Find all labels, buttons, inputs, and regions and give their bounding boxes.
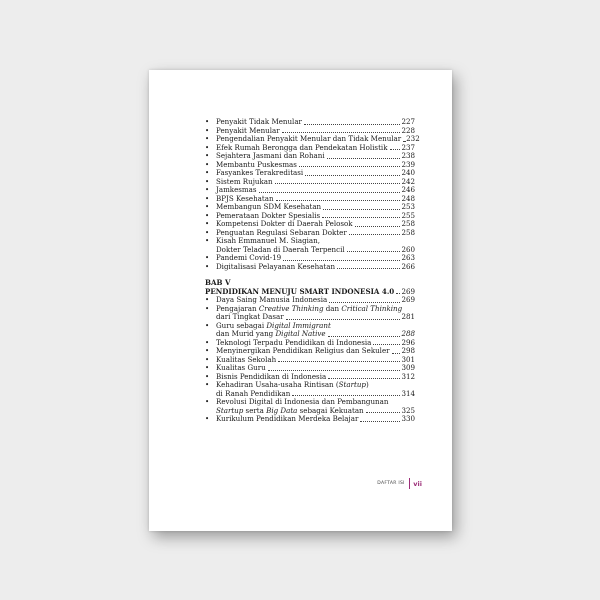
bullet-icon: •: [205, 296, 210, 304]
toc-section-education: [205, 339, 415, 382]
toc-entry-page: 255: [401, 210, 415, 220]
bullet-icon: •: [205, 160, 210, 169]
text-italic: Digital Native: [275, 329, 326, 338]
toc-entry-title: Menyinergikan Pendidikan Religius dan Sekuler: [216, 346, 390, 355]
text: sebagai Kekuatan: [297, 405, 364, 415]
chapter-title: PENDIDIKAN MENUJU SMART INDONESIA 4.0: [205, 286, 395, 296]
toc-entry-page: 258: [401, 219, 415, 228]
dot-leader: [366, 412, 401, 413]
dot-leader: [337, 268, 400, 269]
toc-entry-title: Fasyankes Terakreditasi: [216, 168, 304, 177]
bullet-icon: •: [205, 254, 210, 262]
dot-leader: [403, 141, 405, 142]
toc-entry-page: 232: [406, 134, 420, 143]
dot-leader: [286, 319, 401, 320]
toc-entry-title: Membantu Puskesmas: [216, 159, 297, 169]
toc-entry-title: Kurikulum Pendidikan Merdeka Belajar: [216, 414, 359, 423]
footer-section-label: DAFTAR ISI: [377, 481, 405, 486]
toc-entry-title: Jamkesmas: [216, 185, 257, 194]
toc-entry-page: 242: [401, 176, 415, 186]
toc-entry-title: Bisnis Pendidikan di Indonesia: [216, 371, 327, 381]
dot-leader: [304, 124, 401, 125]
toc-entry-title: Kualitas Sekolah: [216, 354, 277, 364]
toc-entry-page: 237: [401, 142, 415, 152]
chapter-page: 269: [401, 286, 415, 296]
toc-entry-title: Pemerataan Dokter Spesialis: [216, 210, 321, 220]
text-italic: Digital Immigrant: [266, 320, 331, 330]
toc-entry-page: 266: [401, 261, 415, 271]
toc-entry-page: 258: [401, 227, 415, 237]
dot-leader: [299, 166, 401, 167]
toc-entry-title: Dokter Teladan di Daerah Terpencil: [216, 244, 345, 254]
toc-entry-page: 253: [401, 202, 415, 211]
bullet-icon: •: [205, 177, 210, 186]
bullet-icon: •: [205, 169, 210, 177]
toc-entry-title: Pandemi Covid-19: [216, 253, 282, 262]
dot-leader: [390, 149, 401, 150]
dot-leader: [275, 183, 401, 184]
toc-entry-title: Efek Rumah Berongga dan Pendekatan Holistik: [216, 142, 388, 152]
book-page: [149, 70, 452, 531]
bullet-icon: •: [205, 303, 210, 313]
bullet-icon: •: [205, 194, 210, 203]
dot-leader: [392, 353, 401, 354]
toc-entry-page: 260: [401, 244, 415, 254]
dot-leader: [349, 234, 401, 235]
toc-entry-page: 228: [401, 125, 415, 135]
toc-entry-title: Sistem Rujukan: [216, 176, 273, 186]
toc-entry-page: 246: [401, 185, 415, 194]
bullet-icon: •: [205, 143, 210, 152]
dot-leader: [323, 209, 400, 210]
bullet-icon: •: [205, 415, 210, 423]
dot-leader: [355, 226, 401, 227]
bullet-icon: •: [205, 347, 210, 355]
toc-section-health-2: [205, 254, 415, 271]
bullet-icon: •: [205, 320, 210, 330]
toc-entry-title: Teknologi Terpadu Pendidikan di Indonesia: [216, 337, 372, 347]
text: ): [365, 380, 369, 389]
bullet-icon: •: [205, 236, 210, 245]
bullet-icon: •: [205, 355, 210, 364]
toc-entry-page: 238: [401, 151, 415, 160]
toc-entry-title: Penyakit Menular: [216, 125, 280, 135]
toc-entry-page: 325: [401, 405, 415, 415]
toc-entry-page: 298: [401, 346, 415, 355]
dot-leader: [268, 370, 401, 371]
text: Pengajaran: [216, 303, 259, 313]
toc-entry-title: BPJS Kesehatan: [216, 193, 274, 203]
toc-entry-page: 309: [401, 363, 415, 372]
bullet-icon: •: [205, 126, 210, 135]
dot-leader: [327, 158, 401, 159]
dot-leader: [305, 175, 400, 176]
bullet-icon: •: [205, 118, 210, 126]
dot-leader: [329, 302, 400, 303]
dot-leader: [347, 251, 401, 252]
dot-leader: [278, 361, 400, 362]
toc-entry-title: Sejahtera Jasmani dan Rohani: [216, 151, 325, 160]
text: serta: [243, 405, 267, 415]
toc-entry-title: Penyakit Tidak Menular: [216, 117, 302, 126]
text-italic: Startup: [338, 380, 366, 389]
toc-entry-page: 330: [401, 414, 415, 423]
footer-divider: [409, 478, 411, 489]
toc-entry-title: Pengendalian Penyakit Menular dan Tidak Menular: [216, 134, 402, 143]
dot-leader: [259, 192, 401, 193]
bullet-icon: •: [205, 372, 210, 381]
text: Revolusi Digital di Indonesia dan Pembangunan: [216, 397, 389, 406]
table-of-contents: [205, 117, 420, 424]
toc-entry-title: Membangun SDM Kesehatan: [216, 202, 322, 211]
bullet-icon: •: [205, 380, 210, 389]
text-italic: Big Data: [266, 405, 298, 415]
page-number: vii: [413, 479, 422, 488]
toc-entry-title: Kualitas Guru: [216, 363, 266, 372]
bullet-icon: •: [205, 220, 210, 228]
toc-entry-page: 281: [401, 312, 415, 321]
bullet-icon: •: [205, 211, 210, 220]
toc-entry-title: Daya Saing Manusia Indonesia: [216, 295, 328, 304]
chapter-label: BAB V: [205, 278, 231, 287]
toc-entry-title: di Ranah Pendidikan: [216, 388, 291, 398]
text: dan: [323, 303, 342, 313]
toc-entry-page: 227: [401, 117, 415, 126]
toc-entry-page: 263: [401, 253, 415, 262]
text-italic: Critical Thinking: [341, 303, 403, 313]
text-italic: Creative Thinking: [258, 303, 324, 313]
toc-entry-page: 288: [401, 329, 415, 338]
toc-entry-page: 239: [401, 159, 415, 169]
dot-leader: [322, 217, 400, 218]
toc-entry: [205, 415, 415, 424]
toc-entry-title: Kisah Emmanuel M. Siagian,: [216, 236, 320, 245]
toc-entry-title: dari Tingkat Dasar: [216, 312, 284, 321]
page-footer: [377, 478, 422, 489]
toc-entry-title: Digitalisasi Pelayanan Kesehatan: [216, 261, 336, 271]
dot-leader: [396, 293, 400, 294]
bullet-icon: •: [205, 364, 210, 372]
dot-leader: [328, 336, 401, 337]
bullet-icon: •: [205, 135, 210, 143]
toc-entry: [205, 263, 415, 272]
toc-entry-title: Penguatan Regulasi Sebaran Dokter: [216, 227, 347, 237]
bullet-icon: •: [205, 262, 210, 271]
dot-leader: [360, 421, 400, 422]
dot-leader: [283, 260, 400, 261]
bullet-icon: •: [205, 203, 210, 211]
bullet-icon: •: [205, 228, 210, 237]
bullet-icon: •: [205, 186, 210, 194]
dot-leader: [276, 200, 401, 201]
toc-entry-title: Kompetensi Dokter di Daerah Pelosok: [216, 219, 353, 228]
toc-section-health: [205, 117, 420, 237]
bullet-icon: •: [205, 338, 210, 347]
text: Kehadiran Usaha-usaha Rintisan (: [216, 380, 339, 389]
dot-leader: [292, 395, 400, 396]
text-italic: Startup: [216, 405, 244, 415]
toc-entry-page: 296: [401, 337, 415, 347]
text: Guru sebagai: [216, 320, 267, 330]
dot-leader: [328, 378, 400, 379]
bullet-icon: •: [205, 152, 210, 160]
toc-entry-page: 314: [401, 388, 415, 398]
toc-entry-page: 301: [401, 354, 415, 364]
toc-entry-page: 312: [401, 371, 415, 381]
text: dan Murid yang: [216, 329, 276, 338]
dot-leader: [282, 132, 401, 133]
bullet-icon: •: [205, 397, 210, 406]
dot-leader: [373, 344, 400, 345]
toc-entry-page: 240: [401, 168, 415, 177]
toc-entry-page: 248: [401, 193, 415, 203]
toc-entry-page: 269: [401, 295, 415, 304]
